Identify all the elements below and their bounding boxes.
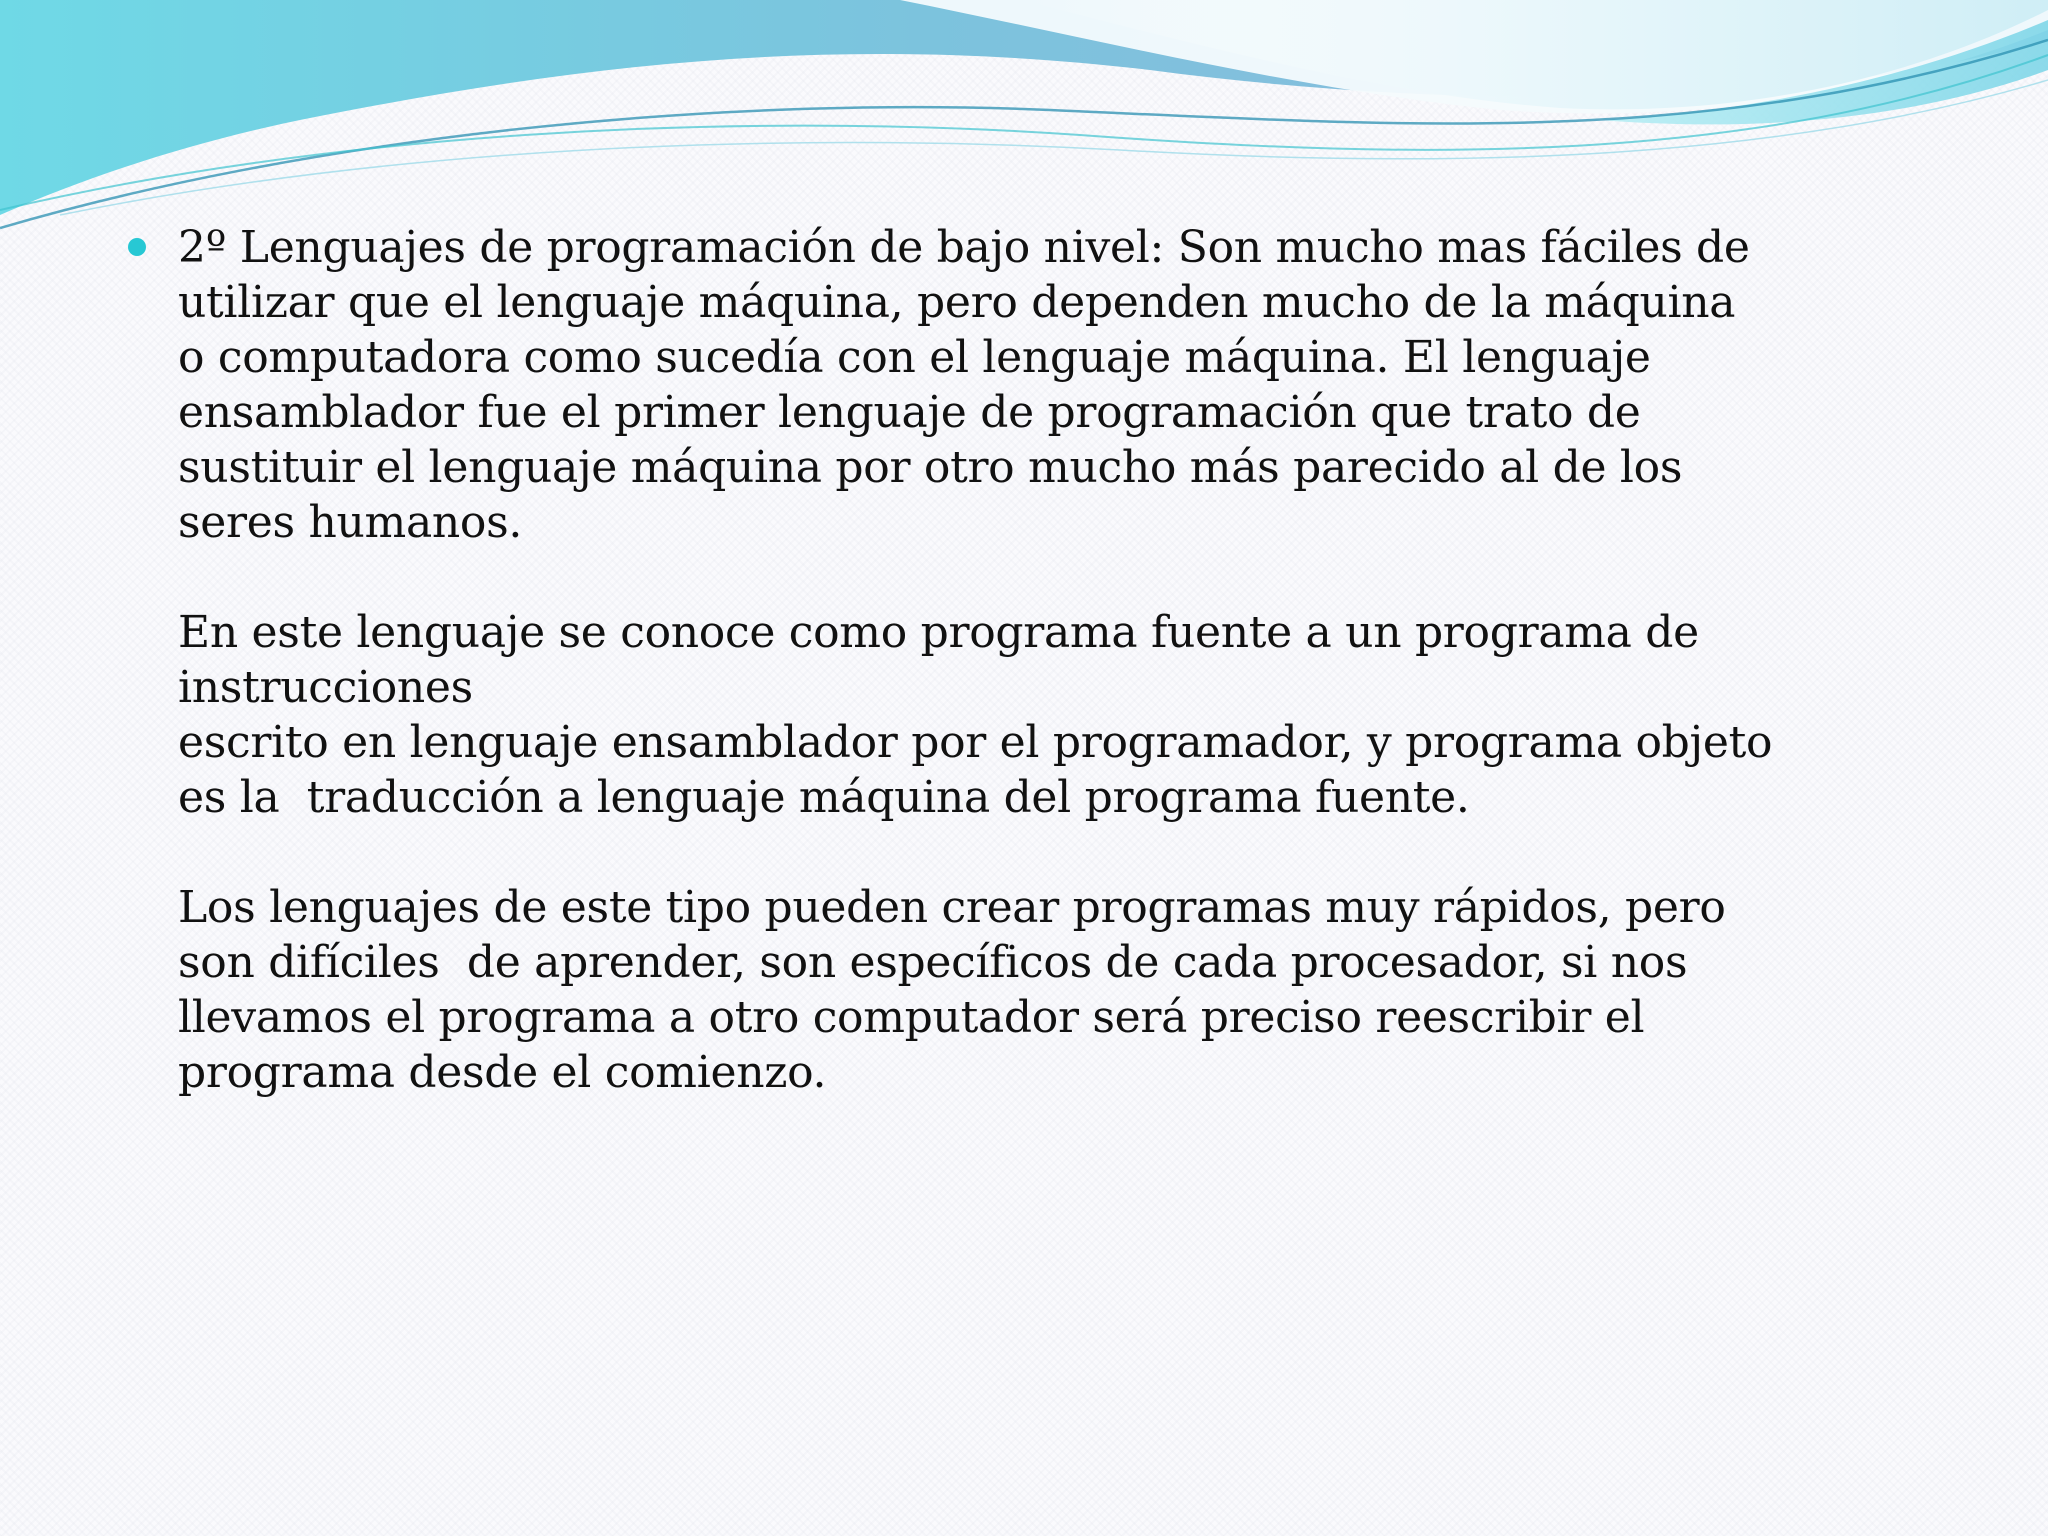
text-line: escrito en lenguaje ensamblador por el programador, y programa objeto — [178, 717, 1773, 768]
paragraph-characteristics — [178, 880, 1928, 1100]
text-line: o computadora como sucedía con el lenguaje máquina. El lenguaje — [178, 332, 1651, 383]
text-line: sustituir el lenguaje máquina por otro mucho más parecido al de los — [178, 442, 1683, 493]
text-line: utilizar que el lenguaje máquina, pero dependen mucho de la máquina — [178, 277, 1736, 328]
paragraph-spacer — [178, 550, 1928, 605]
text-line: es la traducción a lenguaje máquina del programa fuente. — [178, 772, 1470, 823]
paragraph-spacer — [178, 825, 1928, 880]
slide-content — [128, 220, 1928, 1100]
text-line: instrucciones — [178, 662, 473, 713]
text-line: En este lenguaje se conoce como programa fuente a un programa de — [178, 607, 1699, 658]
circle-bullet-icon — [128, 238, 146, 256]
text-line: son difíciles de aprender, son específicos de cada procesador, si nos — [178, 937, 1688, 988]
text-line: 2º Lenguajes de programación de bajo nivel: Son mucho mas fáciles de — [178, 222, 1750, 273]
text-line: seres humanos. — [178, 497, 523, 548]
header-wave-decoration — [0, 0, 2048, 240]
paragraph-low-level-languages — [178, 220, 1928, 550]
text-line: ensamblador fue el primer lenguaje de programación que trato de — [178, 387, 1641, 438]
bullet-item — [128, 220, 1928, 1100]
text-line: llevamos el programa a otro computador será preciso reescribir el — [178, 992, 1645, 1043]
paragraph-source-program — [178, 605, 1928, 825]
text-line: Los lenguajes de este tipo pueden crear programas muy rápidos, pero — [178, 882, 1726, 933]
text-line: programa desde el comienzo. — [178, 1047, 827, 1098]
